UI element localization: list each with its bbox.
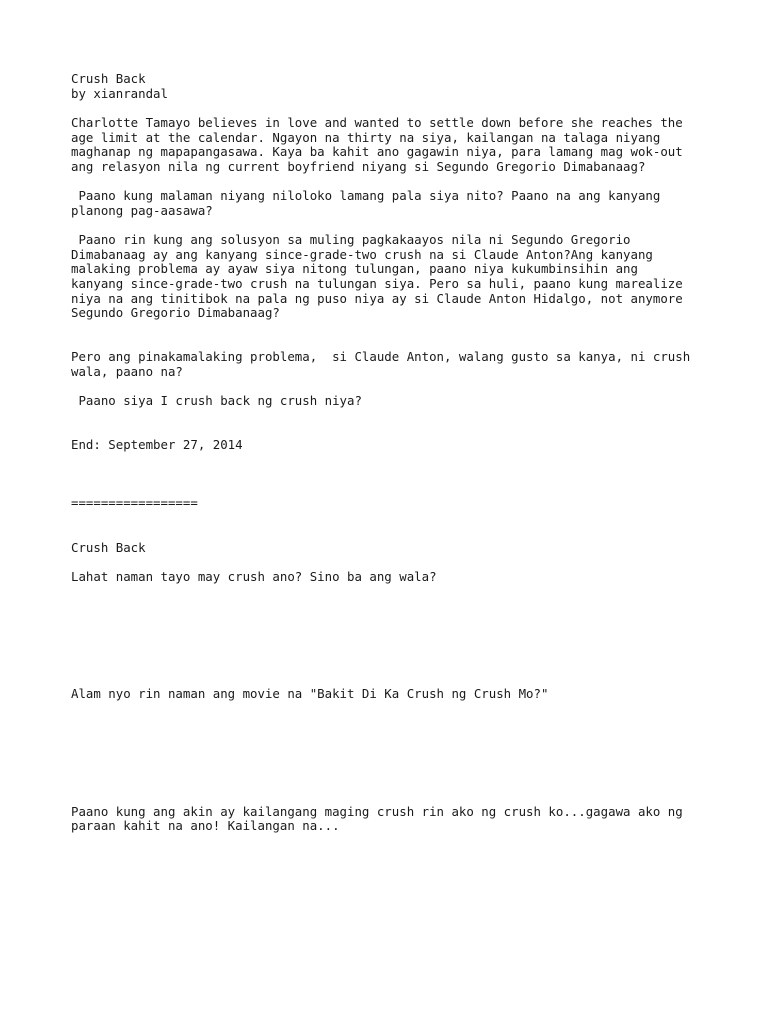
- story-title: Crush Back: [71, 71, 146, 86]
- chapter-line: Lahat naman tayo may crush ano? Sino ba ang wala?: [71, 569, 437, 584]
- blurb-line: Segundo Gregorio Dimabanaag?: [71, 305, 280, 320]
- blurb-line: Paano siya I crush back ng crush niya?: [71, 393, 362, 408]
- blurb-line: malaking problema ay ayaw siya nitong tulungan, paano niya kukumbinsihin ang: [71, 261, 638, 276]
- blurb-line: niya na ang tinitibok na pala ng puso niya ay si Claude Anton Hidalgo, not anymore: [71, 291, 683, 306]
- story-byline: by xianrandal: [71, 86, 168, 101]
- end-date-note: End: September 27, 2014: [71, 437, 243, 452]
- blurb-line: kanyang since-grade-two crush na tulungan siya. Pero sa huli, paano kung marealize: [71, 276, 683, 291]
- blurb-line: wala, paano na?: [71, 364, 183, 379]
- blurb-line: Charlotte Tamayo believes in love and wanted to settle down before she reaches the: [71, 115, 683, 130]
- chapter-line: paraan kahit na ano! Kailangan na...: [71, 818, 340, 833]
- blurb-line: Paano rin kung ang solusyon sa muling pagkakaayos nila ni Segundo Gregorio: [71, 232, 631, 247]
- blurb-line: Paano kung malaman niyang niloloko lamang pala siya nito? Paano na ang kanyang: [71, 188, 661, 203]
- blurb-line: maghanap ng mapapangasawa. Kaya ba kahit ano gagawin niya, para lamang mag wok-out: [71, 144, 683, 159]
- blurb-line: Pero ang pinakamalaking problema, si Claude Anton, walang gusto sa kanya, ni crush: [71, 349, 691, 364]
- chapter-line: Alam nyo rin naman ang movie na "Bakit Di Ka Crush ng Crush Mo?": [71, 686, 549, 701]
- blurb-line: ang relasyon nila ng current boyfriend niyang si Segundo Gregorio Dimabanaag?: [71, 159, 646, 174]
- blurb-line: Dimabanaag ay ang kanyang since-grade-two crush na si Claude Anton?Ang kanyang: [71, 247, 653, 262]
- blurb-line: planong pag-aasawa?: [71, 203, 213, 218]
- section-separator: =================: [71, 495, 198, 510]
- blurb-line: age limit at the calendar. Ngayon na thirty na siya, kailangan na talaga niyang: [71, 130, 661, 145]
- chapter-title: Crush Back: [71, 540, 146, 555]
- chapter-line: Paano kung ang akin ay kailangang maging crush rin ako ng crush ko...gagawa ako ng: [71, 804, 683, 819]
